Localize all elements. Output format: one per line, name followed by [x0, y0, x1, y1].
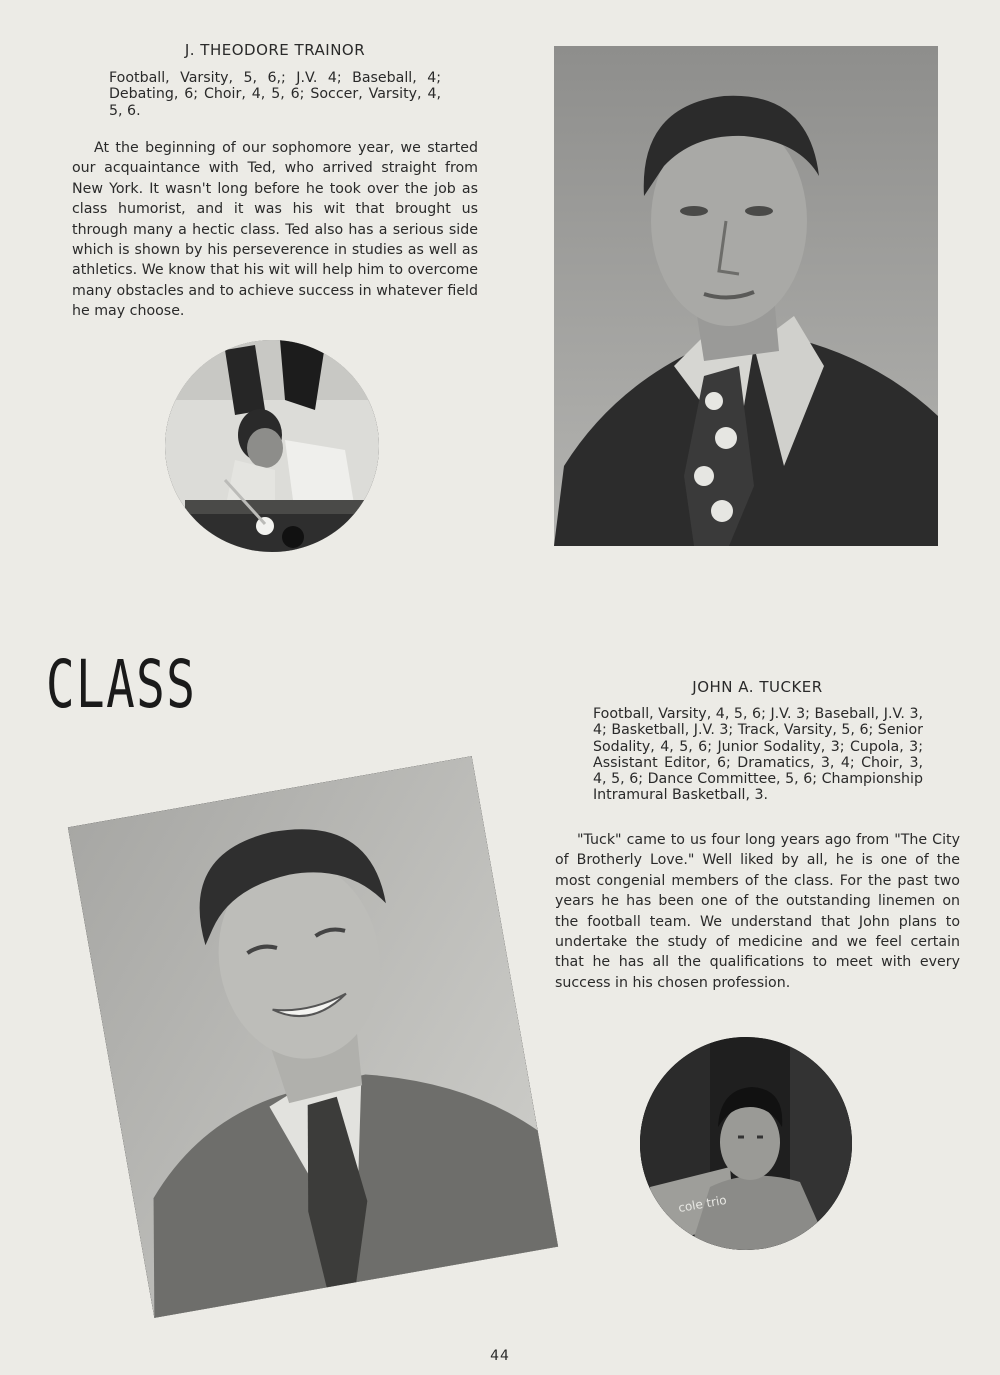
- page-number: 44: [490, 1348, 510, 1364]
- candid-photo-tucker: [640, 1037, 852, 1250]
- bio-trainor: At the beginning of our sophomore year, we started our acquaintance with Ted, who arrived straight from New York. It wasn't long before he took over the job as class humorist, and it was his wit that brought us through many a hectic class. Ted also has a serious side which is shown by his perseverence in studies as well as athletics. We know that his wit will help him to overcome many obstacles and to achieve success in whatever field he may choose.: [72, 140, 478, 320]
- activities-trainor: Football, Varsity, 5, 6,; J.V. 4; Baseball, 4; Debating, 6; Choir, 4, 5, 6; Soccer, Varsity, 4, 5, 6.: [109, 70, 441, 119]
- portrait-photo-trainor: [554, 46, 938, 546]
- section-heading: CLASS: [46, 646, 197, 723]
- candid-sign-text: cole trio: [677, 1192, 728, 1216]
- student-name-tucker: JOHN A. TUCKER: [692, 678, 823, 696]
- student-name-trainor: J. THEODORE TRAINOR: [184, 41, 366, 59]
- bio-tucker: "Tuck" came to us four long years ago from "The City of Brotherly Love." Well liked by all, he is one of the most congenial members of the class. For the past two years he has been one of the outstanding linemen on the football team. We understand that John plans to undertake the study of medicine and we feel certain that he has all the qualifications to meet with every success in his chosen profession.: [555, 832, 960, 991]
- candid-photo-billiards: [165, 340, 379, 552]
- activities-tucker: Football, Varsity, 4, 5, 6; J.V. 3; Baseball, J.V. 3, 4; Basketball, J.V. 3; Track, Varsity, 5, 6; Senior Sodality, 4, 5, 6; Junior Sodality, 3; Cupola, 3; Assistant Editor, 6; Dramatics, 3, 4; Choir, 3, 4, 5, 6; Dance Committee, 5, 6; Championship Intramural Basketball, 3.: [593, 706, 923, 804]
- portrait-photo-tucker: [68, 756, 558, 1318]
